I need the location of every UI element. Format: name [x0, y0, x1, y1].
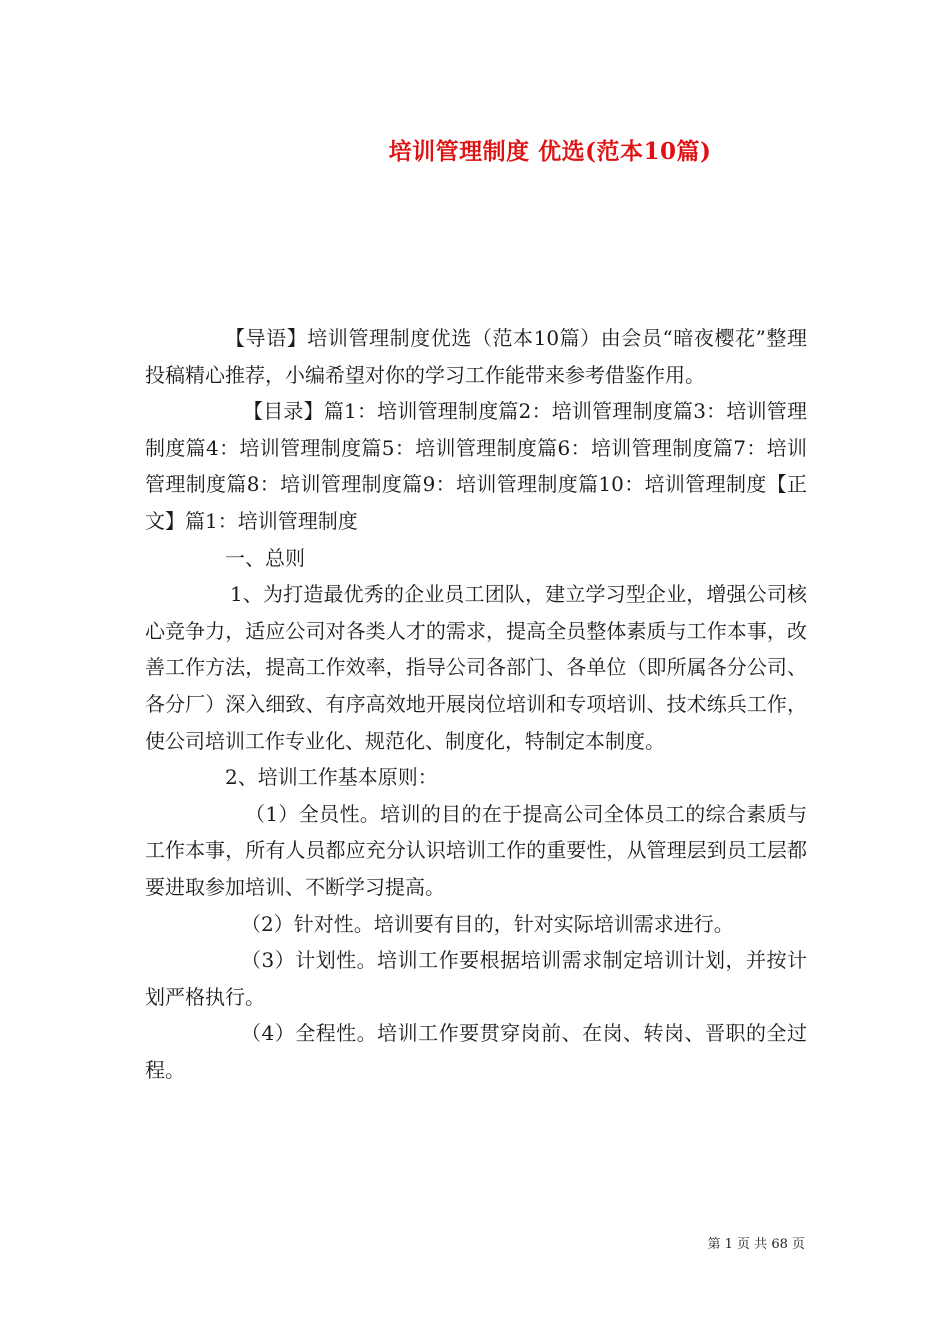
document-body — [145, 320, 807, 1088]
intro-paragraph: 【导语】培训管理制度优选（范本10篇）由会员“暗夜樱花”整理投稿精心推荐，小编希望对你的学习工作能带来参考借鉴作用。 — [145, 326, 807, 387]
principle-paragraph: （3）计划性。培训工作要根据培训需求制定培训计划，并按计划严格执行。 — [145, 948, 807, 1009]
document-title: 培训管理制度 优选(范本10篇) — [388, 138, 712, 165]
clause-paragraph: 1、为打造最优秀的企业员工团队，建立学习型企业，增强公司核心竞争力，适应公司对各类人才的需求，提高全员整体素质与工作本事，改善工作方法，提高工作效率，指导公司各部门、各单位（即所属各分公司、各分厂）深入细致、有序高效地开展岗位培训和专项培训、技术练兵工作，使公司培训工作专业化、规范化、制度化，特制定本制度。 — [145, 582, 807, 753]
toc-paragraph: 【目录】篇1：培训管理制度篇2：培训管理制度篇3：培训管理制度篇4：培训管理制度篇5：培训管理制度篇6：培训管理制度篇7：培训管理制度篇8：培训管理制度篇9：培训管理制度篇10：培训管理制度【正文】篇1：培训管理制度 — [145, 399, 807, 533]
principle-paragraph: （1）全员性。培训的目的在于提高公司全体员工的综合素质与工作本事，所有人员都应充分认识培训工作的重要性，从管理层到员工层都要进取参加培训、不断学习提高。 — [145, 801, 807, 899]
principle-paragraph: （4）全程性。培训工作要贯穿岗前、在岗、转岗、晋职的全过程。 — [145, 1021, 807, 1082]
clause-paragraph: 2、培训工作基本原则： — [225, 765, 438, 790]
principle-paragraph: （2）针对性。培训要有目的，针对实际培训需求进行。 — [241, 911, 734, 936]
section-heading: 一、总则 — [225, 545, 305, 570]
page-number-footer: 第 1 页 共 68 页 — [707, 1237, 805, 1252]
